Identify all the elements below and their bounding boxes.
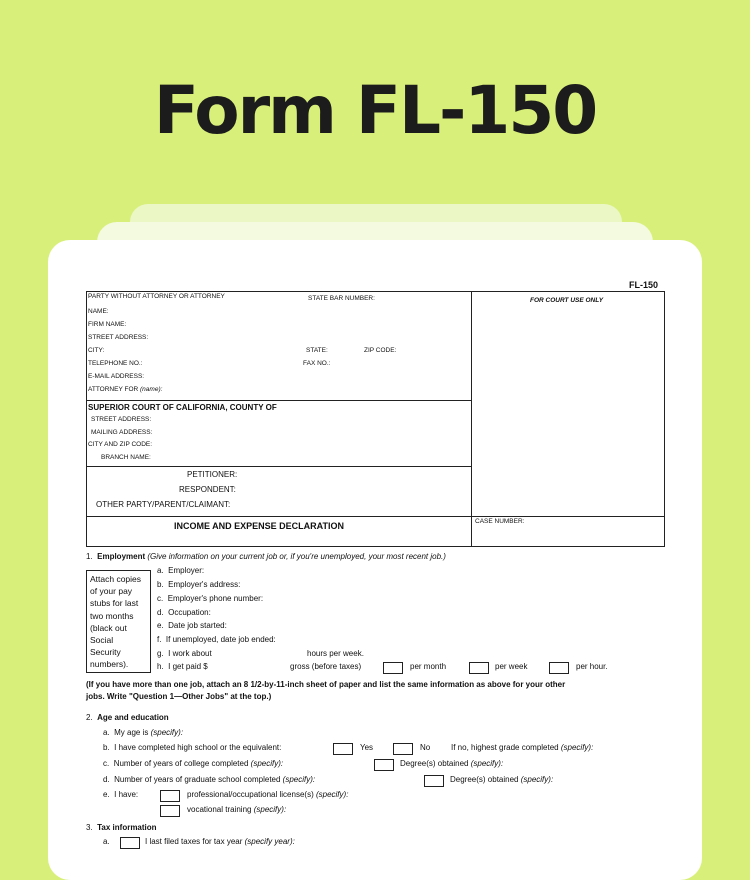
s1-h: h. I get paid $ xyxy=(157,662,208,671)
state-label: STATE: xyxy=(306,347,328,354)
s1-b: b. Employer's address: xyxy=(157,580,241,589)
form-document xyxy=(48,240,702,880)
court-street-label: STREET ADDRESS: xyxy=(91,416,152,423)
hs-yes-label: Yes xyxy=(360,743,374,752)
s3-heading: 3. Tax information xyxy=(86,823,157,832)
s3-a: a. xyxy=(103,837,110,846)
respondent-label: RESPONDENT: xyxy=(179,485,236,494)
s1-d: d. Occupation: xyxy=(157,608,211,617)
court-use-label: FOR COURT USE ONLY xyxy=(530,297,604,304)
more-jobs-note-2: jobs. Write "Question 1—Other Jobs" at the top.) xyxy=(86,692,272,701)
s2-b-ifno: If no, highest grade completed (specify): xyxy=(451,743,594,752)
college-degree-checkbox[interactable] xyxy=(374,759,394,771)
per-hour-checkbox[interactable] xyxy=(549,662,569,674)
petitioner-label: PETITIONER: xyxy=(187,470,238,479)
s1-c: c. Employer's phone number: xyxy=(157,594,264,603)
court-mailing-label: MAILING ADDRESS: xyxy=(91,429,153,436)
vocational-checkbox[interactable] xyxy=(160,805,180,817)
court-heading: SUPERIOR COURT OF CALIFORNIA, COUNTY OF xyxy=(88,403,277,412)
case-number-label: CASE NUMBER: xyxy=(475,518,525,525)
per-hour-label: per hour. xyxy=(576,662,608,671)
s2-b: b. I have completed high school or the equivalent: xyxy=(103,743,282,752)
firm-label: FIRM NAME: xyxy=(88,321,127,328)
per-week-checkbox[interactable] xyxy=(469,662,489,674)
s2-d: d. Number of years of graduate school completed (specify): xyxy=(103,775,316,784)
s2-e-license: professional/occupational license(s) (specify): xyxy=(187,790,349,799)
s2-c: c. Number of years of college completed (specify): xyxy=(103,759,284,768)
s2-heading: 2. Age and education xyxy=(86,713,169,722)
street-label: STREET ADDRESS: xyxy=(88,334,149,341)
tax-year-checkbox[interactable] xyxy=(120,837,140,849)
name-label: NAME: xyxy=(88,308,109,315)
court-branch-label: BRANCH NAME: xyxy=(101,454,151,461)
party-court-divider xyxy=(86,400,471,401)
s1-g-hours: hours per week. xyxy=(307,649,364,658)
hs-no-label: No xyxy=(420,743,431,752)
per-month-checkbox[interactable] xyxy=(383,662,403,674)
caption-divider xyxy=(471,291,472,546)
s2-e: e. I have: xyxy=(103,790,139,799)
form-preview-card xyxy=(48,240,702,880)
s1-e: e. Date job started: xyxy=(157,621,227,630)
fax-label: FAX NO.: xyxy=(303,360,331,367)
title-divider xyxy=(86,516,664,517)
s2-c-degree: Degree(s) obtained (specify): xyxy=(400,759,504,768)
court-city-label: CITY AND ZIP CODE: xyxy=(88,441,153,448)
party-heading: PARTY WITHOUT ATTORNEY OR ATTORNEY xyxy=(88,293,225,300)
s2-d-degree: Degree(s) obtained (specify): xyxy=(450,775,554,784)
state-bar-label: STATE BAR NUMBER: xyxy=(308,295,375,302)
other-party-label: OTHER PARTY/PARENT/CLAIMANT: xyxy=(96,500,231,509)
s1-f: f. If unemployed, date job ended: xyxy=(157,635,276,644)
email-label: E-MAIL ADDRESS: xyxy=(88,373,145,380)
s1-h-gross: gross (before taxes) xyxy=(290,662,362,671)
form-id: FL-150 xyxy=(629,280,659,290)
city-label: CITY: xyxy=(88,347,105,354)
s3-a-text: I last filed taxes for tax year (specify year): xyxy=(145,837,295,846)
hs-yes-checkbox[interactable] xyxy=(333,743,353,755)
zip-label: ZIP CODE: xyxy=(364,347,397,354)
attach-note-text: Attach copies of your pay stubs for last two months (black out Social Security numbers). xyxy=(90,574,142,670)
s2-a: a. My age is (specify): xyxy=(103,728,184,737)
more-jobs-note: (If you have more than one job, attach an 8 1/2-by-11-inch sheet of paper and list the same information as above for your other xyxy=(86,680,566,689)
s2-e-vocational: vocational training (specify): xyxy=(187,805,287,814)
hs-no-checkbox[interactable] xyxy=(393,743,413,755)
phone-label: TELEPHONE NO.: xyxy=(88,360,143,367)
per-week-label: per week xyxy=(495,662,528,671)
grad-degree-checkbox[interactable] xyxy=(424,775,444,787)
s1-heading: 1. Employment (Give information on your current job or, if you're unemployed, your most recent job.) xyxy=(86,552,446,561)
hero-title: Form FL-150 xyxy=(153,72,597,149)
s1-g: g. I work about xyxy=(157,649,212,658)
document-title: INCOME AND EXPENSE DECLARATION xyxy=(174,521,345,531)
attorney-for-label: ATTORNEY FOR (name): xyxy=(88,386,163,393)
per-month-label: per month xyxy=(410,662,447,671)
court-parties-divider xyxy=(86,466,471,467)
s1-a: a. Employer: xyxy=(157,566,205,575)
license-checkbox[interactable] xyxy=(160,790,180,802)
